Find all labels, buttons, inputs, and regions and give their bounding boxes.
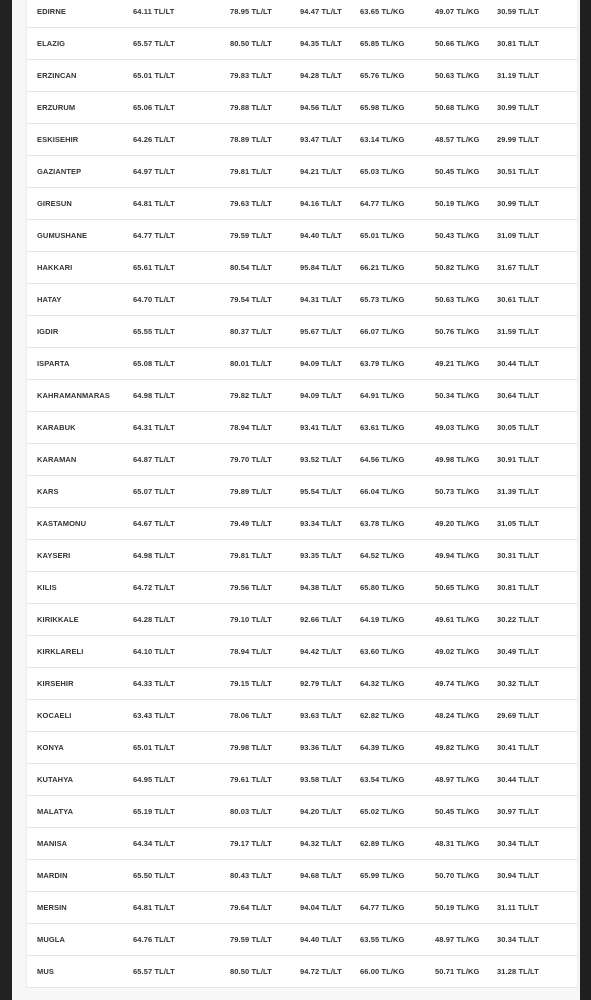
table-row [27,92,577,124]
price-cell: 31.11 TL/LT [497,903,539,912]
table-row [27,0,577,28]
price-cell: 93.58 TL/LT [300,775,342,784]
city-cell: MUGLA [37,935,65,944]
city-cell: MANISA [37,839,68,848]
price-cell: 65.02 TL/KG [360,807,405,816]
city-cell: MARDIN [37,871,68,880]
city-cell: ELAZIG [37,39,66,48]
price-cell: 94.72 TL/LT [300,967,342,976]
table-row [27,156,577,188]
price-cell: 79.63 TL/LT [230,199,272,208]
price-cell: 65.73 TL/KG [360,295,405,304]
price-cell: 65.01 TL/LT [133,71,175,80]
price-cell: 94.40 TL/LT [300,231,342,240]
price-cell: 80.50 TL/LT [230,39,272,48]
table-row [27,604,577,636]
price-cell: 65.50 TL/LT [133,871,175,880]
price-cell: 78.06 TL/LT [230,711,272,720]
price-cell: 92.66 TL/LT [300,615,342,624]
price-cell: 50.66 TL/KG [435,39,480,48]
table-row [27,764,577,796]
city-cell: ISPARTA [37,359,70,368]
price-cell: 65.85 TL/KG [360,39,405,48]
price-cell: 64.77 TL/LT [133,231,175,240]
price-cell: 94.68 TL/LT [300,871,342,880]
price-cell: 64.28 TL/LT [133,615,175,624]
city-cell: KAHRAMANMARAS [37,391,110,400]
price-cell: 49.98 TL/KG [435,455,480,464]
city-cell: GIRESUN [37,199,72,208]
price-cell: 93.34 TL/LT [300,519,342,528]
price-cell: 94.04 TL/LT [300,903,342,912]
price-cell: 65.08 TL/LT [133,359,175,368]
right-edge [580,0,591,1000]
price-cell: 50.76 TL/KG [435,327,480,336]
city-cell: KARAMAN [37,455,77,464]
price-cell: 79.70 TL/LT [230,455,272,464]
price-cell: 50.65 TL/KG [435,583,480,592]
price-cell: 31.59 TL/LT [497,327,539,336]
price-cell: 80.50 TL/LT [230,967,272,976]
price-cell: 30.34 TL/LT [497,935,539,944]
price-cell: 64.39 TL/KG [360,743,405,752]
price-cell: 65.99 TL/KG [360,871,405,880]
price-cell: 49.03 TL/KG [435,423,480,432]
price-cell: 50.68 TL/KG [435,103,480,112]
price-cell: 94.42 TL/LT [300,647,342,656]
table-row [27,700,577,732]
price-cell: 31.28 TL/LT [497,967,539,976]
price-cell: 79.56 TL/LT [230,583,272,592]
city-cell: KUTAHYA [37,775,74,784]
price-cell: 49.20 TL/KG [435,519,480,528]
price-cell: 66.21 TL/KG [360,263,405,272]
price-cell: 95.67 TL/LT [300,327,342,336]
price-cell: 50.45 TL/KG [435,807,480,816]
city-cell: ESKISEHIR [37,135,79,144]
price-cell: 30.44 TL/LT [497,359,539,368]
table-row [27,124,577,156]
price-cell: 78.94 TL/LT [230,423,272,432]
price-cell: 94.47 TL/LT [300,7,342,16]
price-cell: 49.07 TL/KG [435,7,480,16]
price-cell: 63.65 TL/KG [360,7,405,16]
price-cell: 64.33 TL/LT [133,679,175,688]
price-cell: 64.77 TL/KG [360,199,405,208]
price-cell: 94.32 TL/LT [300,839,342,848]
table-row [27,380,577,412]
price-cell: 30.97 TL/LT [497,807,539,816]
price-cell: 93.35 TL/LT [300,551,342,560]
price-cell: 30.91 TL/LT [497,455,539,464]
price-cell: 50.34 TL/KG [435,391,480,400]
price-cell: 64.10 TL/LT [133,647,175,656]
price-cell: 93.36 TL/LT [300,743,342,752]
city-cell: ERZINCAN [37,71,77,80]
price-cell: 49.82 TL/KG [435,743,480,752]
price-cell: 79.82 TL/LT [230,391,272,400]
table-row [27,572,577,604]
price-cell: 63.61 TL/KG [360,423,405,432]
city-cell: MALATYA [37,807,74,816]
city-cell: KILIS [37,583,57,592]
price-cell: 50.70 TL/KG [435,871,480,880]
price-cell: 78.95 TL/LT [230,7,272,16]
price-cell: 79.61 TL/LT [230,775,272,784]
city-cell: KARABUK [37,423,76,432]
city-cell: KIRKLARELI [37,647,84,656]
city-cell: KARS [37,487,59,496]
price-cell: 79.49 TL/LT [230,519,272,528]
price-cell: 50.43 TL/KG [435,231,480,240]
price-cell: 64.56 TL/KG [360,455,405,464]
price-cell: 48.57 TL/KG [435,135,480,144]
price-cell: 94.31 TL/LT [300,295,342,304]
price-cell: 93.47 TL/LT [300,135,342,144]
city-cell: KOCAELI [37,711,72,720]
price-cell: 94.35 TL/LT [300,39,342,48]
city-cell: KONYA [37,743,64,752]
table-row [27,956,577,988]
price-cell: 63.14 TL/KG [360,135,405,144]
table-row [27,316,577,348]
price-cell: 80.03 TL/LT [230,807,272,816]
price-cell: 48.31 TL/KG [435,839,480,848]
price-cell: 64.76 TL/LT [133,935,175,944]
city-cell: KAYSERI [37,551,71,560]
price-cell: 30.34 TL/LT [497,839,539,848]
price-cell: 30.64 TL/LT [497,391,539,400]
city-cell: GAZIANTEP [37,167,82,176]
table-row [27,860,577,892]
price-cell: 79.81 TL/LT [230,551,272,560]
left-edge [0,0,12,1000]
price-cell: 64.19 TL/KG [360,615,405,624]
price-cell: 30.51 TL/LT [497,167,539,176]
city-cell: GUMUSHANE [37,231,88,240]
price-cell: 94.56 TL/LT [300,103,342,112]
price-cell: 93.52 TL/LT [300,455,342,464]
price-cell: 94.09 TL/LT [300,359,342,368]
city-cell: KIRIKKALE [37,615,79,624]
table-row [27,540,577,572]
price-cell: 62.82 TL/KG [360,711,405,720]
price-cell: 64.81 TL/LT [133,903,175,912]
price-cell: 66.07 TL/KG [360,327,405,336]
price-cell: 64.87 TL/LT [133,455,175,464]
price-cell: 30.94 TL/LT [497,871,539,880]
price-cell: 66.00 TL/KG [360,967,405,976]
price-cell: 30.81 TL/LT [497,583,539,592]
price-cell: 80.37 TL/LT [230,327,272,336]
price-cell: 29.99 TL/LT [497,135,539,144]
price-cell: 65.01 TL/KG [360,231,405,240]
price-cell: 29.69 TL/LT [497,711,539,720]
price-cell: 65.01 TL/LT [133,743,175,752]
city-cell: MERSIN [37,903,67,912]
price-cell: 65.57 TL/LT [133,967,175,976]
table-row [27,508,577,540]
price-cell: 30.59 TL/LT [497,7,539,16]
city-cell: ERZURUM [37,103,76,112]
price-cell: 80.01 TL/LT [230,359,272,368]
price-cell: 30.99 TL/LT [497,103,539,112]
price-cell: 79.83 TL/LT [230,71,272,80]
price-cell: 63.55 TL/KG [360,935,405,944]
price-cell: 64.81 TL/LT [133,199,175,208]
price-cell: 50.73 TL/KG [435,487,480,496]
price-cell: 80.43 TL/LT [230,871,272,880]
price-cell: 95.54 TL/LT [300,487,342,496]
price-cell: 64.97 TL/LT [133,167,175,176]
price-cell: 50.19 TL/KG [435,903,480,912]
city-cell: KASTAMONU [37,519,87,528]
price-cell: 30.99 TL/LT [497,199,539,208]
price-cell: 79.98 TL/LT [230,743,272,752]
price-cell: 94.16 TL/LT [300,199,342,208]
price-cell: 65.57 TL/LT [133,39,175,48]
fuel-price-table [26,0,578,988]
price-cell: 64.52 TL/KG [360,551,405,560]
price-cell: 65.03 TL/KG [360,167,405,176]
price-cell: 64.98 TL/LT [133,391,175,400]
city-cell: EDIRNE [37,7,66,16]
table-row [27,444,577,476]
price-cell: 79.64 TL/LT [230,903,272,912]
price-cell: 79.54 TL/LT [230,295,272,304]
price-cell: 49.61 TL/KG [435,615,480,624]
price-cell: 48.97 TL/KG [435,775,480,784]
table-row [27,28,577,60]
table-row [27,892,577,924]
price-cell: 48.24 TL/KG [435,711,480,720]
price-cell: 79.88 TL/LT [230,103,272,112]
price-cell: 94.20 TL/LT [300,807,342,816]
price-cell: 64.31 TL/LT [133,423,175,432]
city-cell: MUS [37,967,54,976]
price-cell: 79.81 TL/LT [230,167,272,176]
price-cell: 95.84 TL/LT [300,263,342,272]
price-cell: 62.89 TL/KG [360,839,405,848]
price-cell: 94.21 TL/LT [300,167,342,176]
price-cell: 30.41 TL/LT [497,743,539,752]
price-cell: 63.54 TL/KG [360,775,405,784]
table-row [27,348,577,380]
city-cell: HATAY [37,295,62,304]
table-row [27,732,577,764]
table-row [27,412,577,444]
content-panel [12,0,580,1000]
price-cell: 30.31 TL/LT [497,551,539,560]
price-cell: 94.28 TL/LT [300,71,342,80]
price-cell: 92.79 TL/LT [300,679,342,688]
price-cell: 30.81 TL/LT [497,39,539,48]
price-cell: 64.95 TL/LT [133,775,175,784]
price-cell: 64.91 TL/KG [360,391,405,400]
price-cell: 50.82 TL/KG [435,263,480,272]
price-cell: 79.15 TL/LT [230,679,272,688]
table-row [27,668,577,700]
price-cell: 65.06 TL/LT [133,103,175,112]
table-row [27,220,577,252]
price-cell: 94.40 TL/LT [300,935,342,944]
price-cell: 50.71 TL/KG [435,967,480,976]
price-cell: 79.89 TL/LT [230,487,272,496]
price-cell: 31.67 TL/LT [497,263,539,272]
price-cell: 78.89 TL/LT [230,135,272,144]
price-cell: 63.43 TL/LT [133,711,175,720]
price-cell: 65.61 TL/LT [133,263,175,272]
price-cell: 63.60 TL/KG [360,647,405,656]
price-cell: 65.55 TL/LT [133,327,175,336]
table-row [27,636,577,668]
price-cell: 30.32 TL/LT [497,679,539,688]
price-cell: 50.63 TL/KG [435,71,480,80]
price-cell: 79.10 TL/LT [230,615,272,624]
city-cell: IGDIR [37,327,59,336]
price-cell: 30.49 TL/LT [497,647,539,656]
price-cell: 64.32 TL/KG [360,679,405,688]
price-cell: 66.04 TL/KG [360,487,405,496]
price-cell: 49.94 TL/KG [435,551,480,560]
price-cell: 30.61 TL/LT [497,295,539,304]
price-cell: 94.09 TL/LT [300,391,342,400]
price-cell: 64.98 TL/LT [133,551,175,560]
price-cell: 93.63 TL/LT [300,711,342,720]
price-cell: 79.59 TL/LT [230,935,272,944]
price-cell: 64.77 TL/KG [360,903,405,912]
price-cell: 65.98 TL/KG [360,103,405,112]
price-cell: 64.26 TL/LT [133,135,175,144]
price-cell: 50.19 TL/KG [435,199,480,208]
table-row [27,924,577,956]
price-cell: 31.39 TL/LT [497,487,539,496]
price-cell: 65.76 TL/KG [360,71,405,80]
table-row [27,252,577,284]
price-cell: 63.78 TL/KG [360,519,405,528]
city-cell: HAKKARI [37,263,73,272]
city-cell: KIRSEHIR [37,679,74,688]
price-cell: 78.94 TL/LT [230,647,272,656]
table-row [27,828,577,860]
price-cell: 80.54 TL/LT [230,263,272,272]
price-cell: 63.79 TL/KG [360,359,405,368]
price-cell: 79.59 TL/LT [230,231,272,240]
price-cell: 31.09 TL/LT [497,231,539,240]
price-cell: 64.67 TL/LT [133,519,175,528]
price-cell: 65.19 TL/LT [133,807,175,816]
price-cell: 64.11 TL/LT [133,7,175,16]
price-cell: 30.22 TL/LT [497,615,539,624]
table-row [27,60,577,92]
price-cell: 93.41 TL/LT [300,423,342,432]
price-cell: 50.45 TL/KG [435,167,480,176]
price-cell: 49.21 TL/KG [435,359,480,368]
price-cell: 64.34 TL/LT [133,839,175,848]
table-row [27,476,577,508]
price-cell: 65.80 TL/KG [360,583,405,592]
price-cell: 30.05 TL/LT [497,423,539,432]
price-cell: 64.72 TL/LT [133,583,175,592]
price-cell: 79.17 TL/LT [230,839,272,848]
price-cell: 48.97 TL/KG [435,935,480,944]
price-cell: 31.19 TL/LT [497,71,539,80]
price-cell: 30.44 TL/LT [497,775,539,784]
price-cell: 49.74 TL/KG [435,679,480,688]
price-cell: 31.05 TL/LT [497,519,539,528]
price-cell: 64.70 TL/LT [133,295,175,304]
price-cell: 49.02 TL/KG [435,647,480,656]
table-row [27,284,577,316]
table-row [27,188,577,220]
price-cell: 50.63 TL/KG [435,295,480,304]
table-row [27,796,577,828]
price-cell: 94.38 TL/LT [300,583,342,592]
price-cell: 65.07 TL/LT [133,487,175,496]
